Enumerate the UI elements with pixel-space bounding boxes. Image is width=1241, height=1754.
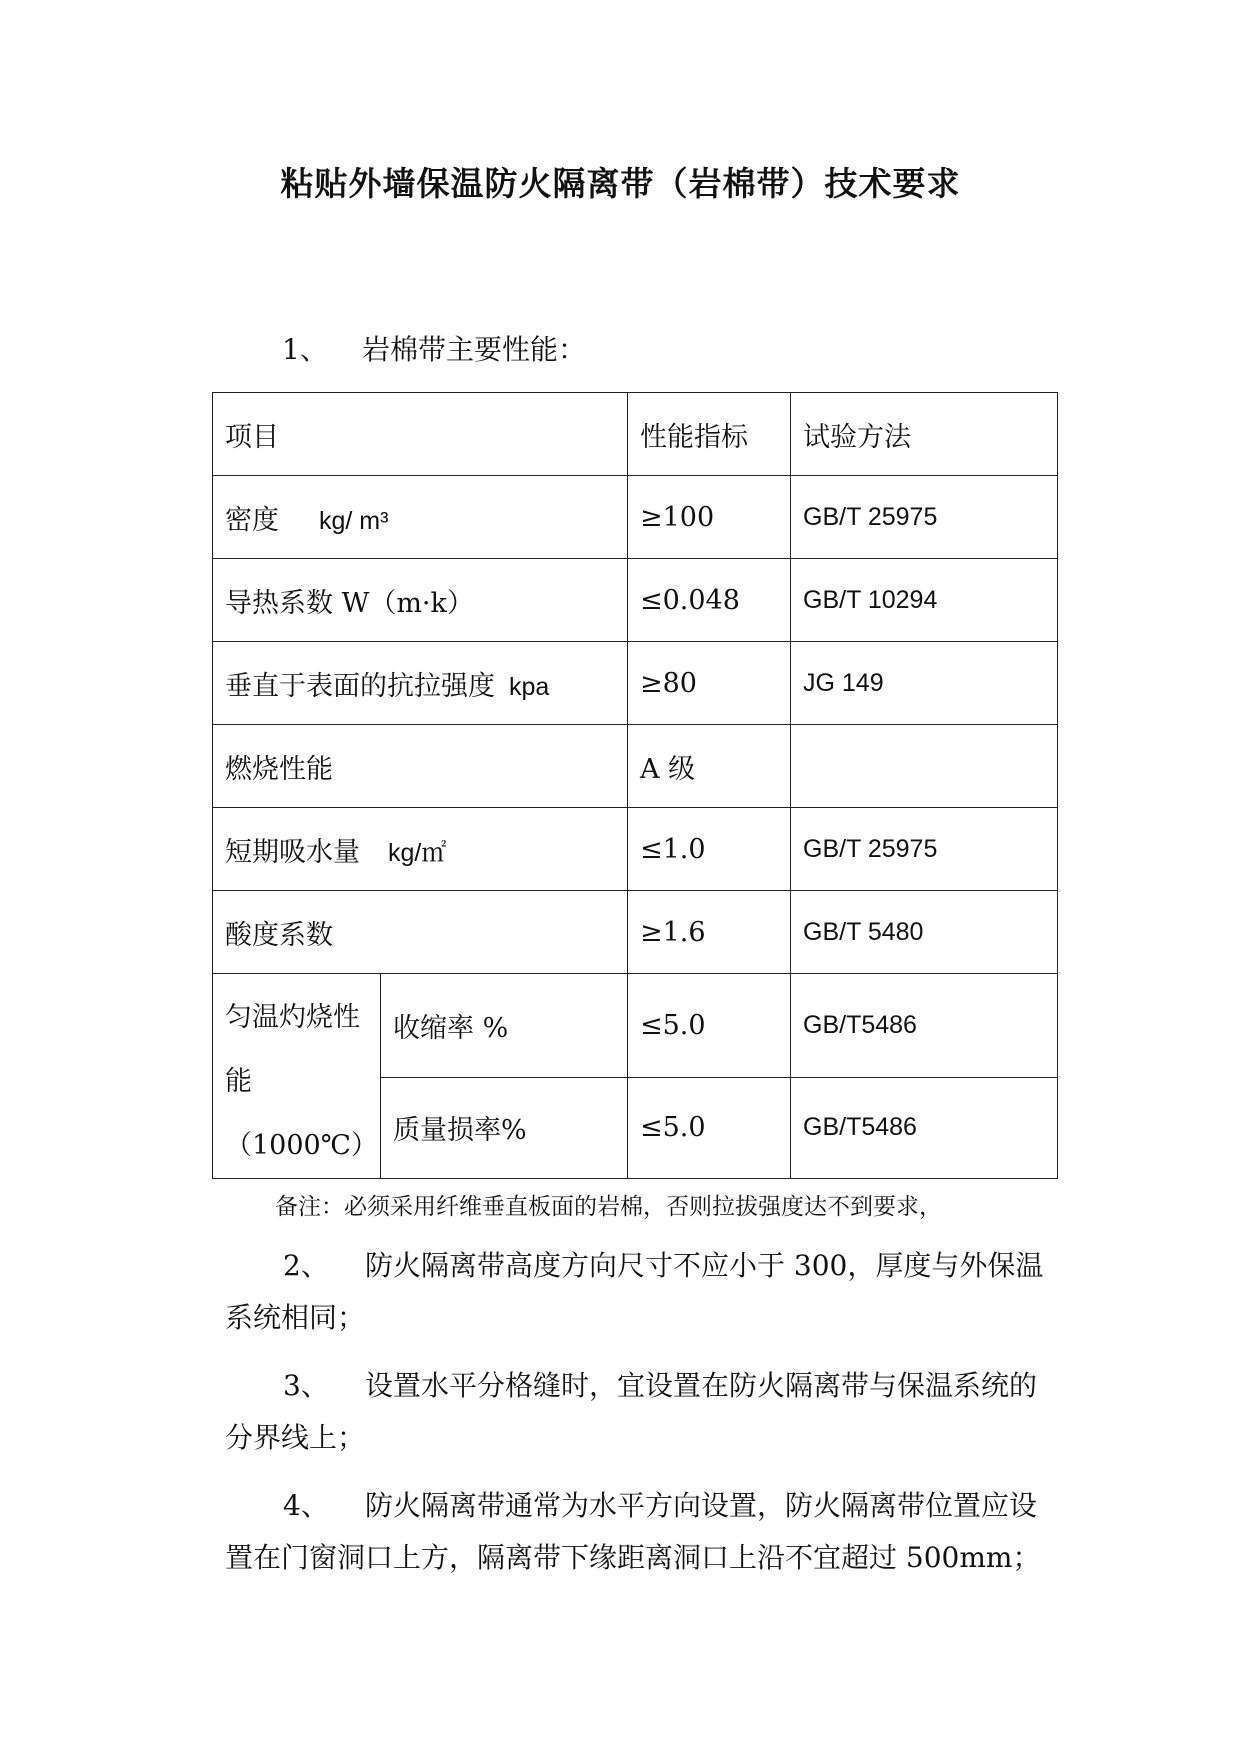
paragraph-text: 防火隔离带通常为水平方向设置，防火隔离带位置应设置在门窗洞口上方，隔离带下缘距离洞口上沿不宜超过 500mm； xyxy=(225,1489,1041,1574)
paragraph-number: 3、 xyxy=(283,1369,329,1402)
table-header-row xyxy=(213,393,1058,476)
header-item: 项目 xyxy=(213,393,628,476)
row-method: GB/T5486 xyxy=(791,1077,1058,1178)
section-number: 1、 xyxy=(282,333,328,366)
document-title: 粘贴外墙保温防火隔离带（岩棉带）技术要求 xyxy=(280,164,961,203)
row-method: GB/T 10294 xyxy=(791,559,1058,642)
row-value: ≥80 xyxy=(628,642,791,725)
row-value: ≤5.0 xyxy=(628,974,791,1078)
section-text: 岩棉带主要性能： xyxy=(362,333,587,366)
paragraph-text: 设置水平分格缝时，宜设置在防火隔离带与保温系统的分界线上； xyxy=(225,1369,1038,1454)
subrow-item: 质量损率% xyxy=(381,1077,628,1178)
section-1-heading xyxy=(282,328,586,368)
header-method: 试验方法 xyxy=(791,393,1058,476)
row-method: GB/T 25975 xyxy=(791,476,1058,559)
table-row xyxy=(213,974,1058,1078)
row-value: ≥1.6 xyxy=(628,891,791,974)
row-method: GB/T5486 xyxy=(791,974,1058,1078)
table-row xyxy=(213,891,1058,974)
row-value: ≤0.048 xyxy=(628,559,791,642)
table-note: 备注：必须采用纤维垂直板面的岩棉，否则拉拔强度达不到要求， xyxy=(275,1194,942,1220)
table-row xyxy=(213,476,1058,559)
row-value: ≥100 xyxy=(628,476,791,559)
row-method: GB/T 25975 xyxy=(791,808,1058,891)
row-item: 垂直于表面的抗拉强度 kpa xyxy=(213,642,628,725)
row-item: 燃烧性能 xyxy=(213,725,628,808)
row-value: ≤5.0 xyxy=(628,1077,791,1178)
row-item: 导热系数 W（m·k） xyxy=(213,559,628,642)
row-value: A 级 xyxy=(628,725,791,808)
row-method: JG 149 xyxy=(791,642,1058,725)
row-item: 密度 kg/ m³ xyxy=(213,476,628,559)
paragraph-number: 2、 xyxy=(283,1249,329,1282)
paragraph-text: 防火隔离带高度方向尺寸不应小于 300，厚度与外保温系统相同； xyxy=(225,1249,1044,1334)
table-row xyxy=(213,559,1058,642)
header-value: 性能指标 xyxy=(628,393,791,476)
row-item: 短期吸水量 kg/㎡ xyxy=(213,808,628,891)
row-value: ≤1.0 xyxy=(628,808,791,891)
row-method: GB/T 5480 xyxy=(791,891,1058,974)
performance-table xyxy=(212,392,1058,1179)
paragraph-number: 4、 xyxy=(283,1489,329,1522)
table-row xyxy=(213,642,1058,725)
table-row xyxy=(213,725,1058,808)
row-method xyxy=(791,725,1058,808)
subrow-item: 收缩率 % xyxy=(381,974,628,1078)
paragraph-2 xyxy=(225,1240,1055,1344)
table-row xyxy=(213,808,1058,891)
paragraph-3 xyxy=(225,1360,1055,1464)
paragraph-4 xyxy=(225,1480,1055,1584)
merged-group-label: 匀温灼烧性能（1000℃） xyxy=(213,974,381,1179)
row-item: 酸度系数 xyxy=(213,891,628,974)
